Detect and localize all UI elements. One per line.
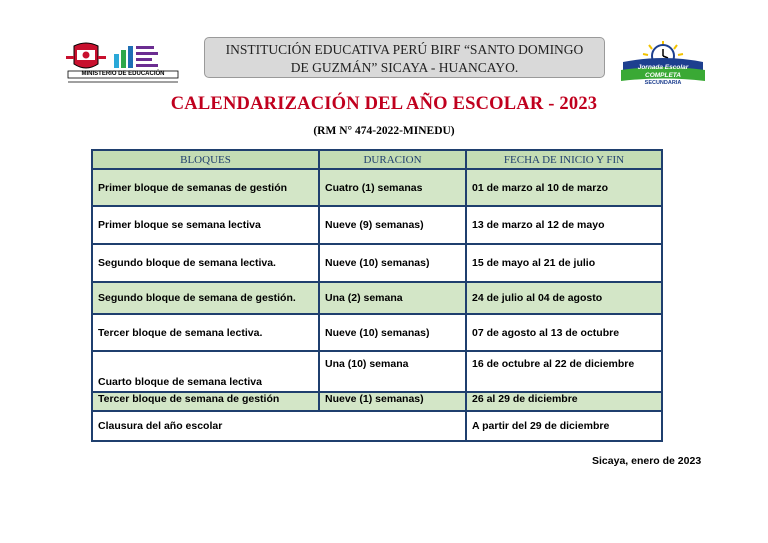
cell-bloque: Tercer bloque de semana de gestión	[92, 392, 319, 411]
institution-line-1: INSTITUCIÓN EDUCATIVA PERÚ BIRF “SANTO DOMINGO	[225, 42, 584, 57]
cell-fecha: 13 de marzo al 12 de mayo	[466, 206, 662, 244]
column-header-fecha: FECHA DE INICIO Y FIN	[466, 150, 662, 169]
cell-duracion: Nueve (10) semanas)	[319, 314, 466, 351]
cell-fecha: 24 de julio al 04 de agosto	[466, 282, 662, 314]
cell-duracion: Nueve (9) semanas)	[319, 206, 466, 244]
jec-level: SECUNDARIA	[644, 80, 682, 86]
institution-line-2: DE GUZMÁN” SICAYA - HUANCAYO.	[290, 60, 519, 75]
cell-bloque: Tercer bloque de semana lectiva.	[92, 314, 319, 351]
cell-bloque: Segundo bloque de semana de gestión.	[92, 282, 319, 314]
place-date: Sicaya, enero de 2023	[592, 455, 702, 467]
table-row	[92, 244, 662, 282]
cell-fecha: 26 al 29 de diciembre	[466, 392, 662, 411]
cell-closing-label: Clausura del año escolar	[92, 411, 466, 441]
ministry-logo	[66, 40, 181, 86]
cell-bloque: Primer bloque se semana lectiva	[92, 206, 319, 244]
cell-bloque: Primer bloque de semanas de gestión	[92, 169, 319, 206]
table-row	[92, 314, 662, 351]
table-row	[92, 392, 662, 411]
cell-duracion: Nueve (1) semanas)	[319, 392, 466, 411]
column-header-duracion: DURACION	[319, 150, 466, 169]
page-title: CALENDARIZACIÓN DEL AÑO ESCOLAR - 2023	[170, 94, 598, 114]
cell-duracion: Una (2) semana	[319, 282, 466, 314]
ministry-name: MINISTERIO DE EDUCACIÓN	[81, 71, 165, 77]
institution-box	[204, 37, 605, 78]
table-row	[92, 351, 662, 392]
jec-program: Jornada Escolar COMPLETA	[637, 64, 689, 79]
cell-closing-fecha: A partir del 29 de diciembre	[466, 411, 662, 441]
cell-fecha: 16 de octubre al 22 de diciembre	[466, 351, 662, 392]
cell-fecha: 01 de marzo al 10 de marzo	[466, 169, 662, 206]
cell-bloque: Segundo bloque de semana lectiva.	[92, 244, 319, 282]
table-row	[92, 282, 662, 314]
closing-row	[92, 411, 662, 441]
cell-bloque: Cuarto bloque de semana lectiva	[92, 351, 319, 392]
table-row	[92, 206, 662, 244]
resolution-reference: (RM N° 474-2022-MINEDU)	[313, 125, 455, 137]
table-row	[92, 169, 662, 206]
cell-duracion: Una (10) semana	[319, 351, 466, 392]
column-header-bloques: BLOQUES	[92, 150, 319, 169]
cell-duracion: Cuatro (1) semanas	[319, 169, 466, 206]
cell-duracion: Nueve (10) semanas)	[319, 244, 466, 282]
cell-fecha: 07 de agosto al 13 de octubre	[466, 314, 662, 351]
jec-logo	[617, 40, 709, 88]
cell-fecha: 15 de mayo al 21 de julio	[466, 244, 662, 282]
ministry-emblem-icon	[66, 40, 181, 86]
table-header-row	[92, 150, 662, 169]
calendar-table	[91, 149, 663, 442]
